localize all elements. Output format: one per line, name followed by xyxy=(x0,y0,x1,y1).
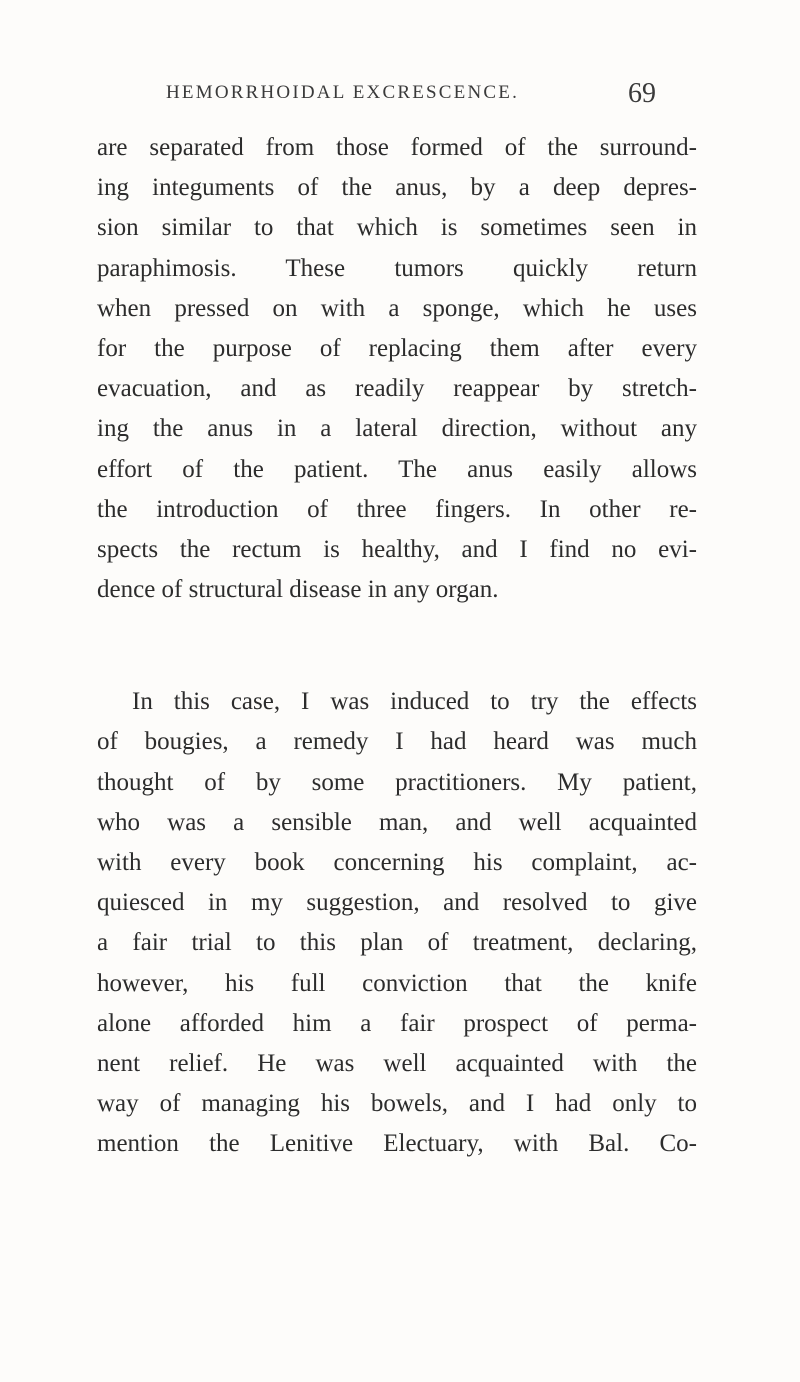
text-line: alone afforded him a fair prospect of perma- xyxy=(97,1009,697,1037)
text-line: who was a sensible man, and well acquainted xyxy=(97,808,697,836)
text-line: for the purpose of replacing them after every xyxy=(97,334,697,362)
text-line: however, his full conviction that the knife xyxy=(97,969,697,997)
text-line: sion similar to that which is sometimes seen in xyxy=(97,214,697,242)
text-line: mention the Lenitive Electuary, with Bal. Co- xyxy=(97,1130,697,1158)
text-line: way of managing his bowels, and I had only to xyxy=(97,1090,697,1118)
text-line: spects the rectum is healthy, and I find no evi- xyxy=(97,535,697,563)
text-line: nent relief. He was well acquainted with the xyxy=(97,1049,697,1077)
text-line: paraphimosis. These tumors quickly return xyxy=(97,254,697,282)
text-line: effort of the patient. The anus easily allows xyxy=(97,455,697,483)
text-line: when pressed on with a sponge, which he uses xyxy=(97,294,697,322)
text-line: dence of structural disease in any organ. xyxy=(97,576,499,604)
text-line: evacuation, and as readily reappear by stretch- xyxy=(97,375,697,403)
text-line: of bougies, a remedy I had heard was much xyxy=(97,728,697,756)
text-line: quiesced in my suggestion, and resolved to give xyxy=(97,889,697,917)
text-line: In this case, I was induced to try the effects xyxy=(132,688,697,716)
text-line: with every book concerning his complaint, ac- xyxy=(97,849,697,876)
page-number: 69 xyxy=(628,78,656,109)
text-line: are separated from those formed of the surround- xyxy=(97,134,697,161)
text-line: ing the anus in a lateral direction, without any xyxy=(97,415,697,443)
paragraph-2 xyxy=(97,682,697,1164)
text-line: thought of by some practitioners. My patient, xyxy=(97,768,697,796)
body-text xyxy=(97,128,697,1165)
text-line: ing integuments of the anus, by a deep depres- xyxy=(97,174,697,202)
paragraph-gap xyxy=(97,610,697,682)
text-line: the introduction of three fingers. In other re- xyxy=(97,495,697,523)
running-title: HEMORRHOIDAL EXCRESCENCE. xyxy=(166,82,520,103)
paragraph-1 xyxy=(97,128,697,610)
text-line: a fair trial to this plan of treatment, declaring, xyxy=(97,929,697,957)
running-head xyxy=(166,78,656,112)
